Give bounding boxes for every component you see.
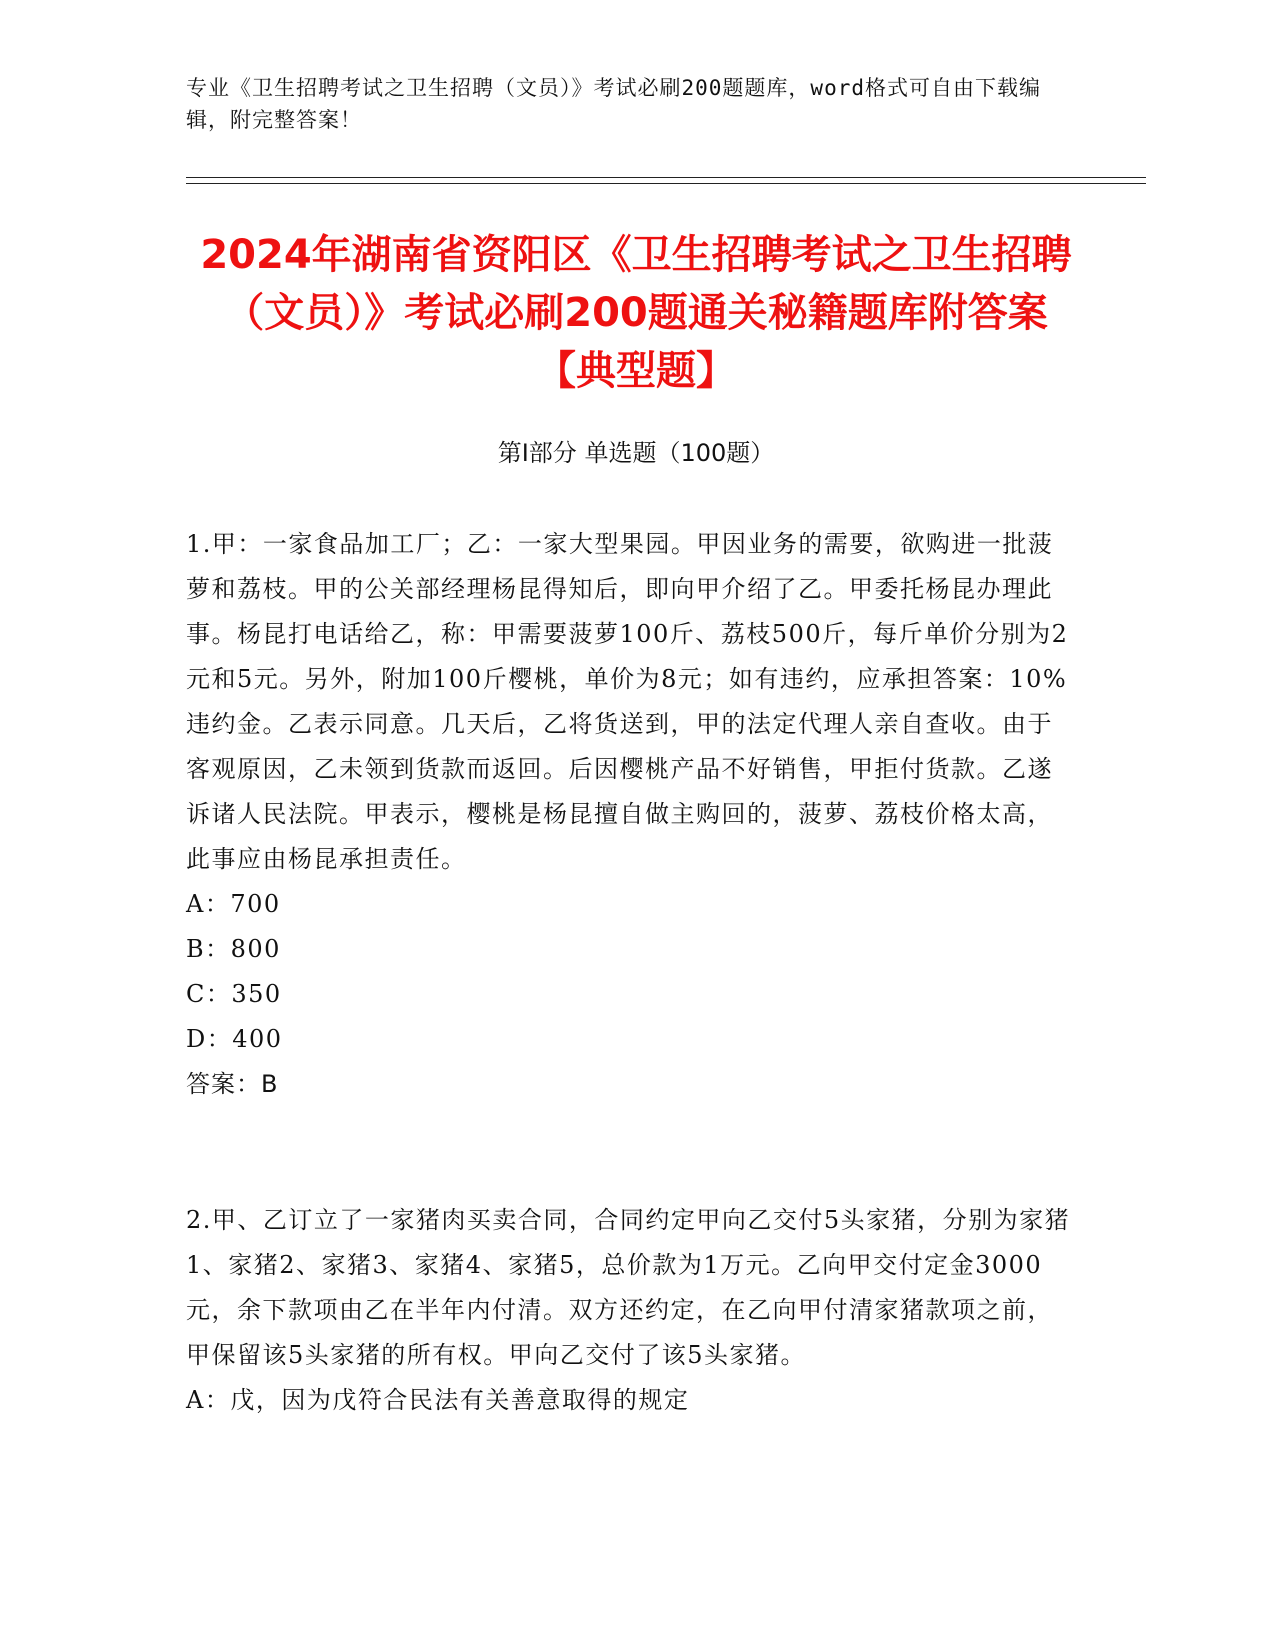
document-title: 2024年湖南省资阳区《卫生招聘考试之卫生招聘（文员）》考试必刷200题通关秘籍题库附答案【典型题】	[200, 232, 1072, 394]
answer: 答案：B	[186, 1070, 279, 1098]
option-c: C：350	[186, 980, 282, 1008]
header-note: 专业《卫生招聘考试之卫生招聘（文员）》考试必刷200题题库，word格式可自由下载编辑，附完整答案！	[186, 76, 1041, 132]
question-stem: 2.甲、乙订立了一家猪肉买卖合同，合同约定甲向乙交付5头家猪，分别为家猪1、家猪2、家猪3、家猪4、家猪5，总价款为1万元。乙向甲交付定金3000元，余下款项由乙在半年内付清。双方还约定，在乙向甲付清家猪款项之前，甲保留该5头家猪的所有权。甲向乙交付了该5头家猪。	[186, 1206, 1071, 1369]
section-title: 第I部分 单选题（100题）	[497, 439, 775, 467]
header-rule-top	[186, 177, 1146, 178]
header-rule-bottom	[186, 183, 1146, 184]
option-d: D：400	[186, 1025, 283, 1053]
option-a: A：700	[186, 890, 281, 918]
option-a: A：戊，因为戊符合民法有关善意取得的规定	[186, 1386, 690, 1414]
question-2	[186, 1198, 1071, 1423]
option-b: B：800	[186, 935, 281, 963]
question-1	[186, 522, 1071, 1107]
question-stem: 1.甲：一家食品加工厂；乙：一家大型果园。甲因业务的需要，欲购进一批菠萝和荔枝。甲的公关部经理杨昆得知后，即向甲介绍了乙。甲委托杨昆办理此事。杨昆打电话给乙，称：甲需要菠萝100斤、荔枝500斤，每斤单价分别为2元和5元。另外，附加100斤樱桃，单价为8元；如有违约，应承担答案：10%违约金。乙表示同意。几天后，乙将货送到，甲的法定代理人亲自查收。由于客观原因，乙未领到货款而返回。后因樱桃产品不好销售，甲拒付货款。乙遂诉诸人民法院。甲表示，樱桃是杨昆擅自做主购回的，菠萝、荔枝价格太高，此事应由杨昆承担责任。	[186, 530, 1069, 873]
